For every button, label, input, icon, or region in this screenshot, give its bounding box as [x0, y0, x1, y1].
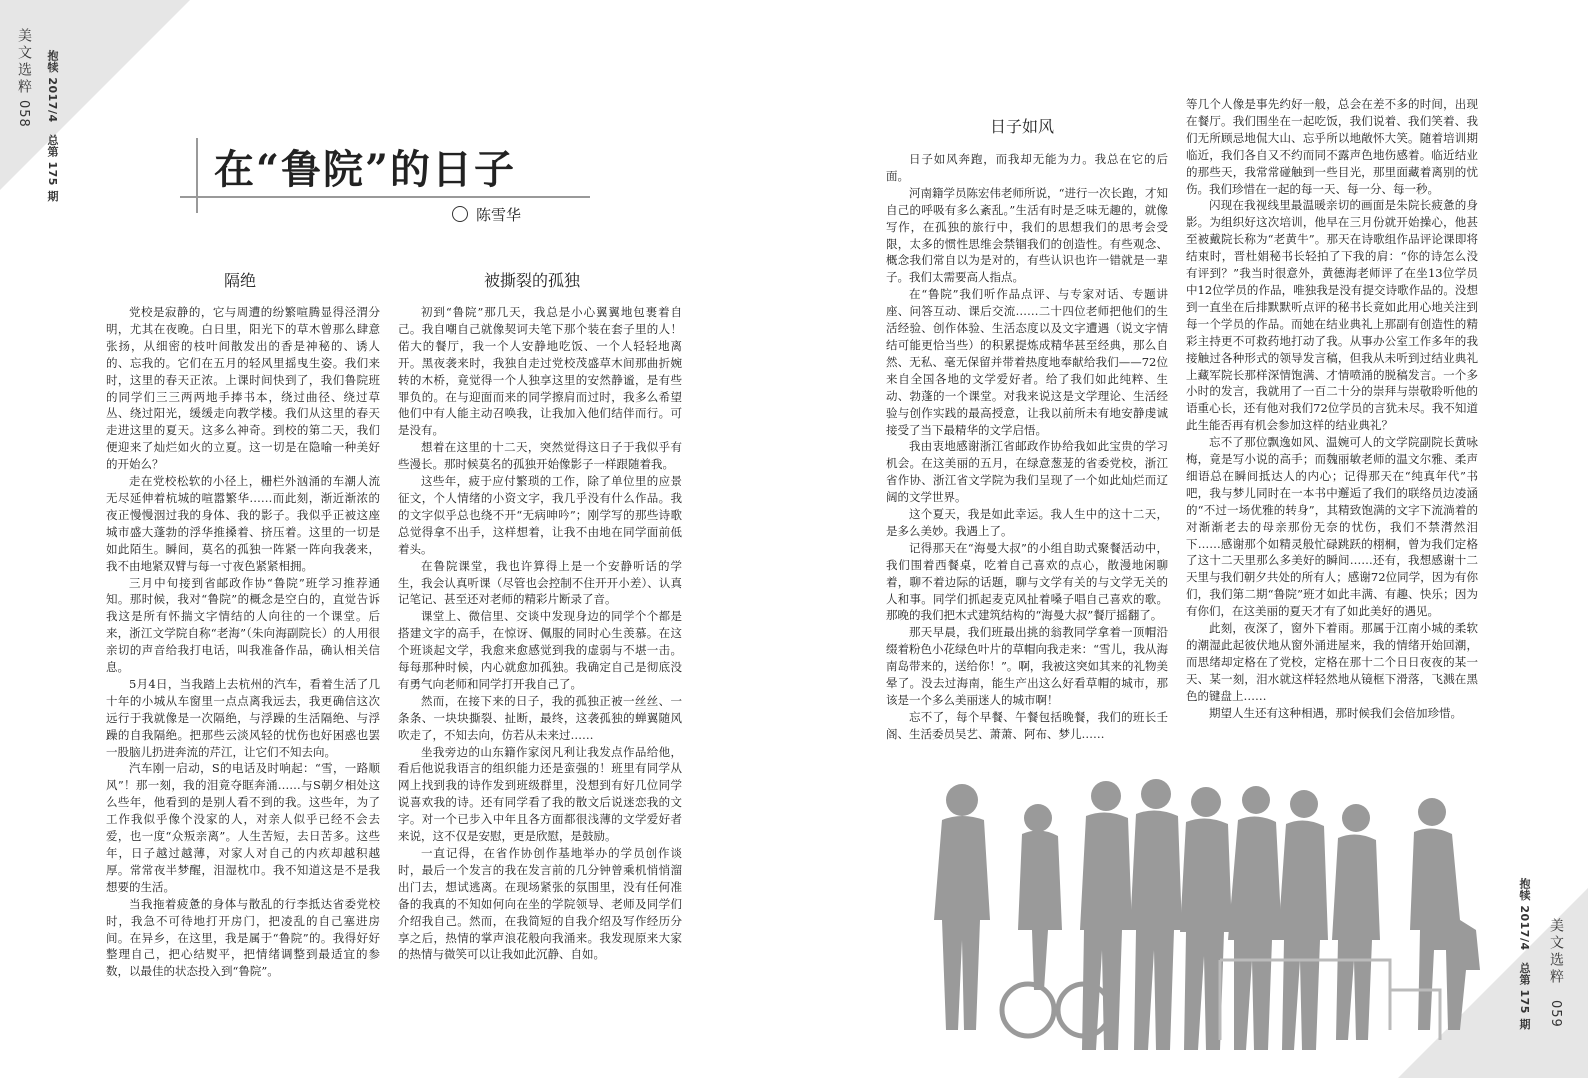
author-line	[452, 204, 521, 225]
paragraph: 记得那天在“海曼大叔”的小组自助式聚餐活动中，我们围着西餐桌，吃着自己喜欢的点心，散漫地闲聊着，聊不着边际的话题，聊与文学有关的与文学无关的人和事。同学们抓起麦克风扯着嗓子唱自己喜欢的歌。那晚的我们把木式建筑结构的“海曼大叔”餐厅摇翻了。	[886, 540, 1168, 623]
article-header	[180, 138, 590, 224]
section-heading-isolation: 隔绝	[224, 271, 257, 290]
paragraph: 坐我旁边的山东籍作家闵凡利让我发点作品给他，看后他说我语言的组织能力还是蛮强的！班里有同学从网上找到我的诗作发到班级群里，没想到有好几位同学说喜欢我的诗。还有同学看了我的散文后说迷恋我的文字。对一个已步入中年且各方面都很浅薄的文学爱好者来说，这不仅是安慰，更是欣慰，是鼓励。	[398, 744, 682, 844]
page-number: 058	[16, 100, 31, 128]
paragraph: 河南籍学员陈宏伟老师所说，“进行一次长跑，才知自己的呼吸有多么紊乱。”生活有时是乏味无趣的，就像写作，在孤独的旅行中，我们的思想我们的思考会受限，太多的惯性思维会禁锢我们的创造性。有些观念、概念我们常自以为是对的，有些认识也许一错就是一辈子。我们太需要高人指点。	[886, 185, 1168, 285]
issue-info: 抱犊 2017/4 总第 175 期	[1518, 878, 1531, 1030]
paragraph: 等几个人像是事先约好一般，总会在差不多的时间，出现在餐厅。我们围坐在一起吃饭，我们说着、我们笑着、我们无所顾忌地侃大山、忘乎所以地敞怀大笑。随着培训期临近，我们各自又不约而同不露声色地伤感着。临近结业的那些天，我常常碰触到一些目光，那里面藏着离别的忧伤。我们珍惜在一起的每一天、每一分、每一秒。	[1186, 97, 1478, 196]
section-heading-torn-solitude: 被撕裂的孤独	[484, 271, 581, 290]
section-heading-days-like-wind: 日子如风	[990, 117, 1055, 136]
paragraph: 在鲁院课堂，我也许算得上是一个安静听话的学生，我会认真听课（尽管也会控制不住开开小差）、认真记笔记、甚至还对老师的精彩片断录了音。	[398, 558, 682, 607]
paragraph: 然而，在接下来的日子，我的孤独正被一丝丝、一条条、一块块撕裂、扯断，最终，这袭孤独的蝉翼随风吹走了，不知去向，仿若从未来过……	[398, 693, 682, 742]
text-column-1	[106, 304, 380, 1059]
paragraph: 那天早晨，我们班最出挑的翁教同学拿着一顶帽沿缀着粉色小花绿色叶片的草帽向我走来：“雪儿，我从海南岛带来的，送给你！”。啊，我被这突如其来的礼物美晕了。没去过海南，能生产出这么好看草帽的城市，那该是一个多么美丽迷人的城市啊！	[886, 625, 1168, 707]
text-column-2	[398, 304, 682, 1059]
author-name: 陈雪华	[476, 206, 522, 224]
right-page	[794, 0, 1588, 1078]
paragraph: 期望人生还有这种相遇，那时候我们会倍加珍惜。	[1209, 705, 1462, 720]
page-number: 059	[1548, 1000, 1563, 1028]
paragraph: 一直记得，在省作协创作基地举办的学员创作谈时，最后一个发言的我在发言前的几分钟曾乘机悄悄溜出门去，想试逃离。在现场紧张的氛围里，没有任何准备的我真的不知如何向在坐的学院领导、老师及同学们介绍我自己。然而，在我简短的自我介绍及写作经历分享之后，热情的掌声浪花般向我涌来。我发现原来大家的热情与微笑可以让我如此沉静、自如。	[398, 846, 682, 962]
circle-icon	[452, 206, 468, 222]
paragraph: 汽车刚一启动，S的电话及时响起：“雪，一路顺风”！那一刻，我的泪竟夺眶奔涌……与S朝夕相处这么些年，他看到的是别人看不到的我。这些年，为了工作我似乎像个没家的人，对亲人似乎已经不会去爱，也一度“众叛亲离”。人生苦短，去日苦多。这些年，日子越过越薄，对家人对自己的内疚却越积越厚。常常夜半梦醒，泪湿枕巾。我不知道这是不是我想要的生活。	[106, 761, 380, 894]
article-title: 在“鲁院”的日子	[214, 146, 517, 193]
paragraph: 想着在这里的十二天，突然觉得这日子于我似乎有些漫长。那时候莫名的孤独开始像影子一样跟随着我。	[398, 440, 682, 472]
paragraph: 闪现在我视线里最温暖亲切的画面是朱院长疲惫的身影。为组织好这次培训，他早在三月份就开始操心，他甚至被戴院长称为“老黄牛”。那天在诗歌组作品评论课即将结束时，晋杜娟秘书长轻拍了下我的肩：“你的诗怎么没有评到？”我当时很意外，黄德海老师评了在坐13位学员中12位学员的作品，唯独我是没有提交诗歌作品的。没想到一直坐在后排默默听点评的秘书长竟如此用心地关注到每一个学员的作品。而她在结业典礼上那副有创造性的精彩主持更不可救药地打动了我。从事办公室工作多年的我接触过各种形式的领导发言稿，但我从未听到过结业典礼上藏军院长那样深情饱满、才情喷涌的脱稿发言。一个多小时的发言，我就用了一百二十分的崇拜与崇敬聆听他的语重心长，还有他对我们72位学员的言犹未尽。我不知道此生能否再有机会参加这样的结业典礼？	[1186, 198, 1478, 433]
paragraph: 这些年，疲于应付繁琐的工作，除了单位里的应景征文，个人情绪的小资文字，我几乎没有什么作品。我的文字似乎总也绕不开“无病呻吟”；刚学写的那些诗歌总觉得拿不出手，这样想着，让我不由地在同学面前低着头。	[398, 474, 682, 556]
paragraph: 忘不了，每个早餐、午餐包括晚餐，我们的班长壬阁、生活委员吴艺、萧萧、阿布、梦儿……	[886, 709, 1168, 741]
paragraph: 在“鲁院”我们听作品点评、与专家对话、专题讲座、问答互动、课后交流……二十四位老师把他们的生活经验、创作体验、生活态度以及文字遭遇（说文字情结可能更恰当些）的积累提炼成精华甚至经典，那么自然、无私、毫无保留并带着热度地奉献给我们——72位来自全国各地的文学爱好者。给了我们如此纯粹、生动、勃蓬的一个课堂。对我来说这是文学理论、生活经验与创作实践的最高授意，让我以前所未有地安静虔诚接受了当下最精华的文学启悟。	[886, 287, 1168, 437]
column-label: 美文选粹	[16, 28, 32, 96]
paragraph: 我由衷地感谢浙江省邮政作协给我如此宝贵的学习机会。在这美丽的五月，在绿意葱茏的省委党校，浙江省作协、浙江省文学院为我们呈现了一个如此灿烂而辽阔的文学世界。	[886, 439, 1168, 505]
paragraph: 当我拖着疲惫的身体与散乱的行李抵达省委党校时，我急不可待地打开房门，把凌乱的自己塞进房间。在异乡，在这里，我是属于“鲁院”的。我得好好整理自己，把心结熨平，把情绪调整到最适宜的参数，以最佳的状态投入到“鲁院”。	[106, 896, 380, 979]
text-column-3	[886, 151, 1168, 763]
paragraph: 5月4日，当我踏上去杭州的汽车，看着生活了几十年的小城从车窗里一点点离我远去，我更确信这次远行于我就像是一次隔绝，与浮躁的生活隔绝、与浮躁的自我隔绝。把那些云淡风轻的忧伤也好困惑也罢一股脑儿扔进奔流的芹江，让它们不知去向。	[106, 676, 380, 759]
paragraph: 课堂上、微信里、交谈中发现身边的同学个个都是搭建文字的高手，在惊讶、佩服的同时心生羡慕。在这个班谈起文学，我愈来愈感觉到我的虚弱与不堪一击。每每那种时候，内心就愈加孤独。我确定自己是彻底没有勇气向老师和同学打开我自己了。	[398, 609, 682, 691]
paragraph: 日子如风奔跑，而我却无能为力。我总在它的后面。	[886, 152, 1168, 183]
paragraph: 这个夏天，我是如此幸运。我人生中的这十二天，是多么美妙。我遇上了。	[886, 507, 1168, 538]
paragraph: 此刻，夜深了，窗外下着雨。那属于江南小城的柔软的潮湿此起彼伏地从窗外涌进屋来，我的情绪开始回潮，而思绪却定格在了党校，定格在那十二个日日夜夜的某一天、某一刻，泪水就这样轻然地从镜框下滑落，飞溅在黑色的键盘上……	[1186, 621, 1478, 703]
students-silhouette-illustration	[920, 760, 1520, 1052]
title-rule	[180, 196, 590, 198]
paragraph: 走在党校松软的小径上，栅栏外汹涌的车潮人流无尽延伸着杭城的喧嚣繁华……而此刻，渐近渐浓的夜正慢慢洇过我的身体、我的影子。我似乎正被这座城市盛大蓬勃的浮华推搡着、挤压着。这里的一切是如此陌生。瞬间，莫名的孤独一阵紧一阵向我袭来，我不由地紧双臂与每一寸夜色紧紧相拥。	[106, 474, 380, 573]
paragraph: 初到“鲁院”那几天，我总是小心翼翼地包裹着自己。我自嘲自己就像契诃夫笔下那个装在套子里的人！偌大的餐厅，我一个人安静地吃饭、一个人轻轻地离开。黑夜袭来时，我独自走过党校茂盛草木间那曲折婉转的木桥，竟觉得一个人独享这里的安然静谧，是有些罪负的。在与迎面而来的同学擦肩而过时，我多么希望他们中有人能主动召唤我，让我加入他们结伴而行。可是没有。	[398, 305, 682, 438]
paragraph: 党校是寂静的，它与周遭的纷繁喧腾显得泾渭分明，尤其在夜晚。白日里，阳光下的草木曾那么肆意张扬，从细密的枝叶间散发出的香是神秘的、诱人的、忘我的。它们在五月的轻风里摇曳生姿。我们来时，这里的春天正浓。上课时间快到了，我们鲁院班的同学们三三两两地手捧书本，绕过曲径、绕过草丛、绕过阳光，缓缓走向教学楼。我们从这里的春天走进这里的夏天。这多么神奇。到校的第二天，我们便迎来了灿烂如火的立夏。这一切是在隐喻一种美好的开始么？	[106, 305, 380, 472]
column-label: 美文选粹	[1548, 918, 1564, 986]
issue-info: 抱犊 2017/4 总第 175 期	[46, 50, 59, 202]
paragraph: 三月中旬接到省邮政作协“鲁院”班学习推荐通知。那时候，我对“鲁院”的概念是空白的，直觉告诉我这是所有怀揣文字情结的人向往的一个课堂。后来，浙江文学院自称“老海”（朱向海副院长）的人用很亲切的声音给我打电话，叫我准备作品，确认相关信息。	[106, 575, 380, 675]
paragraph: 忘不了那位飘逸如风、温婉可人的文学院副院长黄咏梅，竟是写小说的高手；而魏丽敏老师的温文尔雅、柔声细语总在瞬间抵达人的内心；记得那天在“纯真年代”书吧，我与梦儿同时在一本书中邂逅了我们的联络员边凌涵的“不过一场优雅的转身”，其精致饱满的文字下流淌着的对渐渐老去的母亲那份无奈的忧伤，我们不禁潸然泪下……感谢那个如精灵般忙碌跳跃的栩桐，曾为我们定格了这十二天里那么多美好的瞬间……还有，我想感谢十二天里与我们朝夕共处的所有人；感谢72位同学，因为有你们，我们第二期“鲁院”班才如此丰满、有趣、快乐；因为有你们，在这美丽的夏天才有了如此美好的遇见。	[1186, 435, 1478, 619]
text-column-4	[1186, 96, 1478, 766]
title-vertical-rule	[196, 138, 198, 213]
